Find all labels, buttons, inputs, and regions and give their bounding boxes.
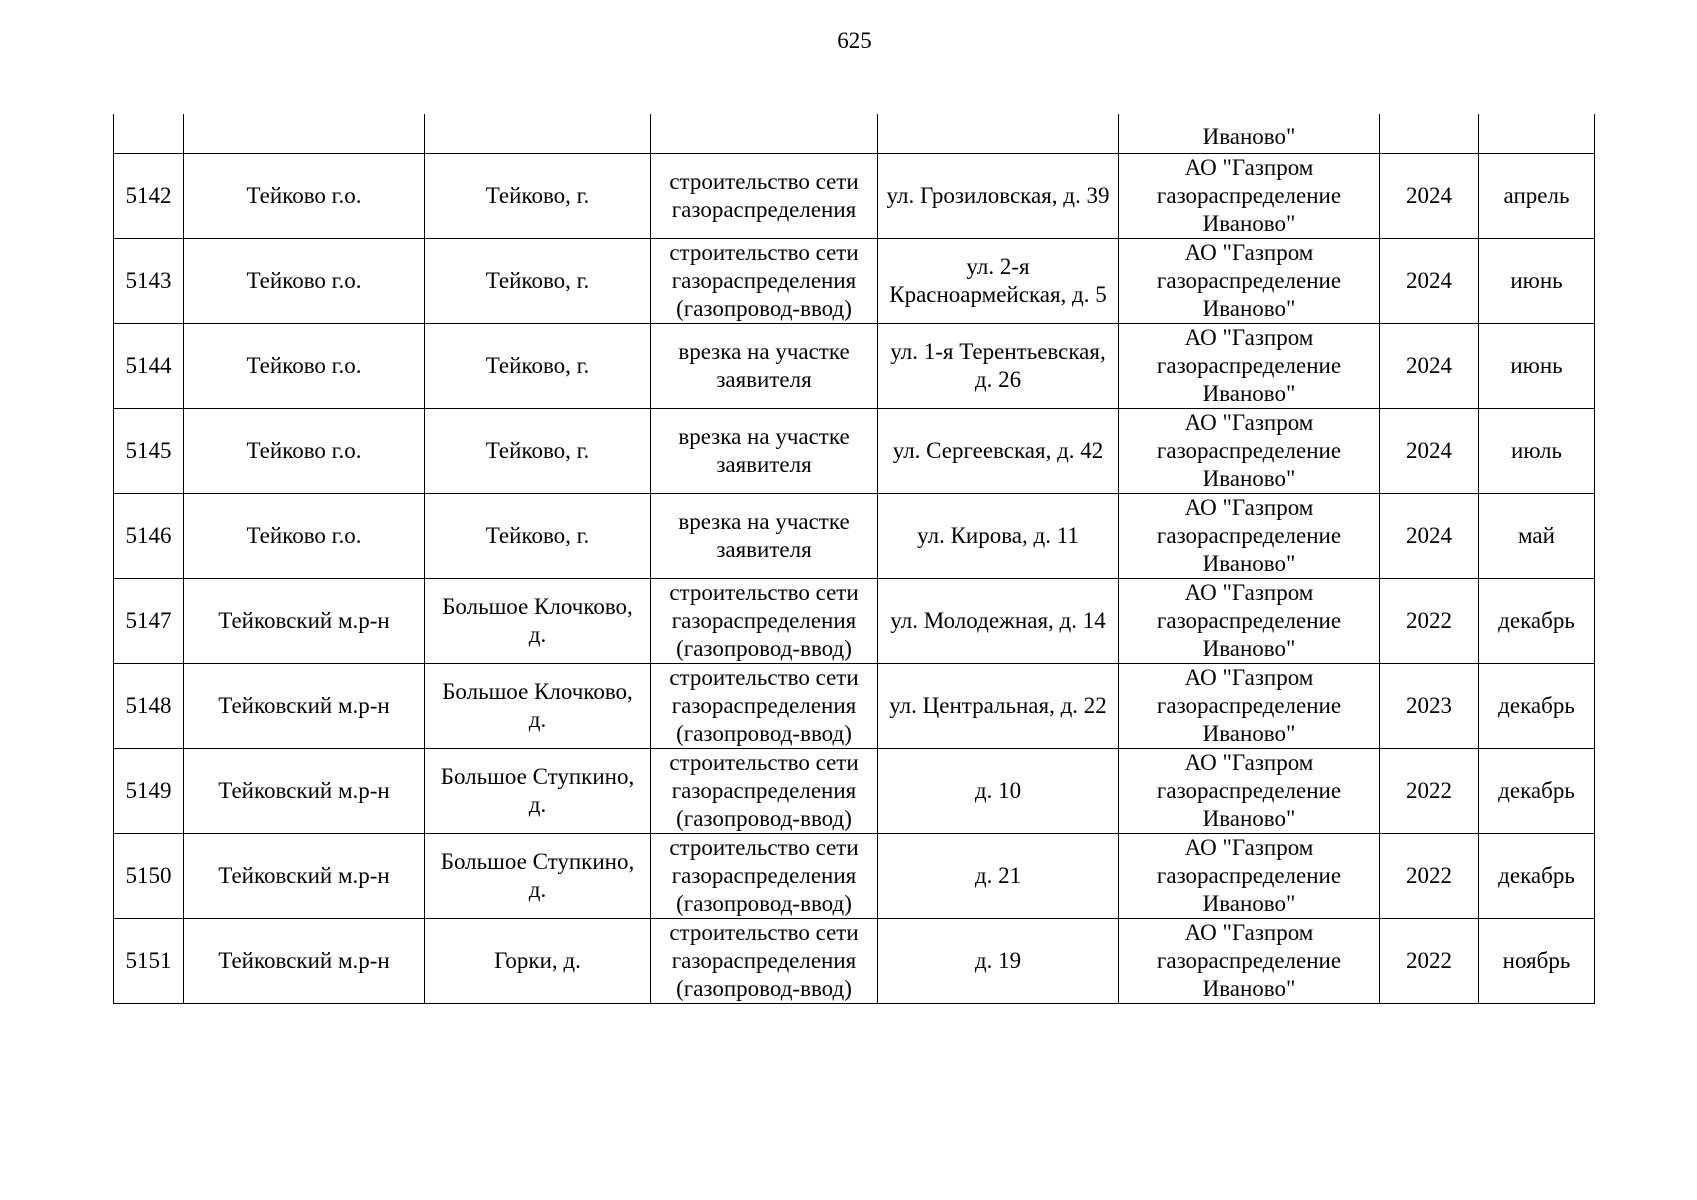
month-cell: апрель — [1479, 153, 1595, 238]
work-type-cell: строительство сети газораспределения (газопровод-ввод) — [651, 918, 878, 1003]
year-cell: 2022 — [1380, 833, 1479, 918]
month-cell: май — [1479, 493, 1595, 578]
table-row — [114, 748, 1595, 833]
organization-cell: АО "Газпром газораспределение Иваново" — [1119, 323, 1380, 408]
work-type-cell: строительство сети газораспределения (газопровод-ввод) — [651, 238, 878, 323]
organization-cell: АО "Газпром газораспределение Иваново" — [1119, 748, 1380, 833]
organization-cell: АО "Газпром газораспределение Иваново" — [1119, 578, 1380, 663]
table-row — [114, 833, 1595, 918]
row-number-cell: 5151 — [114, 918, 184, 1003]
row-number-cell: 5143 — [114, 238, 184, 323]
address-cell: д. 10 — [878, 748, 1119, 833]
month-cell: декабрь — [1479, 663, 1595, 748]
work-type-cell: строительство сети газораспределения (газопровод-ввод) — [651, 748, 878, 833]
district-cell: Тейково г.о. — [184, 323, 425, 408]
address-cell: ул. Грозиловская, д. 39 — [878, 153, 1119, 238]
district-cell: Тейковский м.р-н — [184, 748, 425, 833]
organization-cell: АО "Газпром газораспределение Иваново" — [1119, 663, 1380, 748]
organization-cell: АО "Газпром газораспределение Иваново" — [1119, 493, 1380, 578]
month-cell: июнь — [1479, 238, 1595, 323]
table-row — [114, 663, 1595, 748]
row-number-cell: 5150 — [114, 833, 184, 918]
locality-cell: Большое Ступкино, д. — [425, 748, 651, 833]
table-cell — [114, 114, 184, 153]
year-cell: 2024 — [1380, 493, 1479, 578]
locality-cell: Тейково, г. — [425, 323, 651, 408]
district-cell: Тейково г.о. — [184, 408, 425, 493]
district-cell: Тейково г.о. — [184, 153, 425, 238]
table-row — [114, 153, 1595, 238]
address-cell: д. 21 — [878, 833, 1119, 918]
work-type-cell: врезка на участке заявителя — [651, 323, 878, 408]
organization-cell: АО "Газпром газораспределение Иваново" — [1119, 238, 1380, 323]
table-row — [114, 408, 1595, 493]
month-cell: июнь — [1479, 323, 1595, 408]
address-cell: ул. 1-я Терентьевская, д. 26 — [878, 323, 1119, 408]
work-type-cell: строительство сети газораспределения (газопровод-ввод) — [651, 833, 878, 918]
row-number-cell: 5147 — [114, 578, 184, 663]
table-cell — [1380, 114, 1479, 153]
year-cell: 2024 — [1380, 323, 1479, 408]
table-cell — [184, 114, 425, 153]
district-cell: Тейково г.о. — [184, 238, 425, 323]
year-cell: 2024 — [1380, 408, 1479, 493]
work-type-cell: строительство сети газораспределения — [651, 153, 878, 238]
table-row — [114, 578, 1595, 663]
month-cell: декабрь — [1479, 748, 1595, 833]
address-cell: ул. 2-я Красноармейская, д. 5 — [878, 238, 1119, 323]
row-number-cell: 5149 — [114, 748, 184, 833]
table-row — [114, 918, 1595, 1003]
month-cell: ноябрь — [1479, 918, 1595, 1003]
locality-cell: Большое Клочково, д. — [425, 578, 651, 663]
organization-cell: АО "Газпром газораспределение Иваново" — [1119, 153, 1380, 238]
work-type-cell: врезка на участке заявителя — [651, 493, 878, 578]
work-type-cell: строительство сети газораспределения (газопровод-ввод) — [651, 578, 878, 663]
district-cell: Тейково г.о. — [184, 493, 425, 578]
district-cell: Тейковский м.р-н — [184, 918, 425, 1003]
locality-cell: Тейково, г. — [425, 493, 651, 578]
locality-cell: Тейково, г. — [425, 238, 651, 323]
month-cell: декабрь — [1479, 833, 1595, 918]
month-cell: июль — [1479, 408, 1595, 493]
row-number-cell: 5144 — [114, 323, 184, 408]
work-type-cell: врезка на участке заявителя — [651, 408, 878, 493]
year-cell: 2022 — [1380, 578, 1479, 663]
row-number-cell: 5145 — [114, 408, 184, 493]
table-cell — [425, 114, 651, 153]
year-cell: 2022 — [1380, 748, 1479, 833]
gasification-table — [113, 114, 1595, 1004]
locality-cell: Тейково, г. — [425, 408, 651, 493]
continuation-row — [114, 114, 1595, 153]
locality-cell: Большое Ступкино, д. — [425, 833, 651, 918]
organization-cell: АО "Газпром газораспределение Иваново" — [1119, 833, 1380, 918]
year-cell: 2022 — [1380, 918, 1479, 1003]
table-row — [114, 238, 1595, 323]
year-cell: 2023 — [1380, 663, 1479, 748]
address-cell: ул. Молодежная, д. 14 — [878, 578, 1119, 663]
address-cell: д. 19 — [878, 918, 1119, 1003]
district-cell: Тейковский м.р-н — [184, 663, 425, 748]
page-number: 625 — [837, 28, 872, 53]
address-cell: ул. Сергеевская, д. 42 — [878, 408, 1119, 493]
locality-cell: Тейково, г. — [425, 153, 651, 238]
row-number-cell: 5146 — [114, 493, 184, 578]
month-cell: декабрь — [1479, 578, 1595, 663]
address-cell: ул. Кирова, д. 11 — [878, 493, 1119, 578]
table-row — [114, 493, 1595, 578]
district-cell: Тейковский м.р-н — [184, 578, 425, 663]
address-cell: ул. Центральная, д. 22 — [878, 663, 1119, 748]
table-cell — [1479, 114, 1595, 153]
table-row — [114, 323, 1595, 408]
table-cell — [878, 114, 1119, 153]
year-cell: 2024 — [1380, 153, 1479, 238]
locality-cell: Большое Клочково, д. — [425, 663, 651, 748]
row-number-cell: 5142 — [114, 153, 184, 238]
table-cell: Иваново" — [1119, 114, 1380, 153]
locality-cell: Горки, д. — [425, 918, 651, 1003]
row-number-cell: 5148 — [114, 663, 184, 748]
district-cell: Тейковский м.р-н — [184, 833, 425, 918]
work-type-cell: строительство сети газораспределения (газопровод-ввод) — [651, 663, 878, 748]
organization-cell: АО "Газпром газораспределение Иваново" — [1119, 918, 1380, 1003]
year-cell: 2024 — [1380, 238, 1479, 323]
table-cell — [651, 114, 878, 153]
organization-cell: АО "Газпром газораспределение Иваново" — [1119, 408, 1380, 493]
